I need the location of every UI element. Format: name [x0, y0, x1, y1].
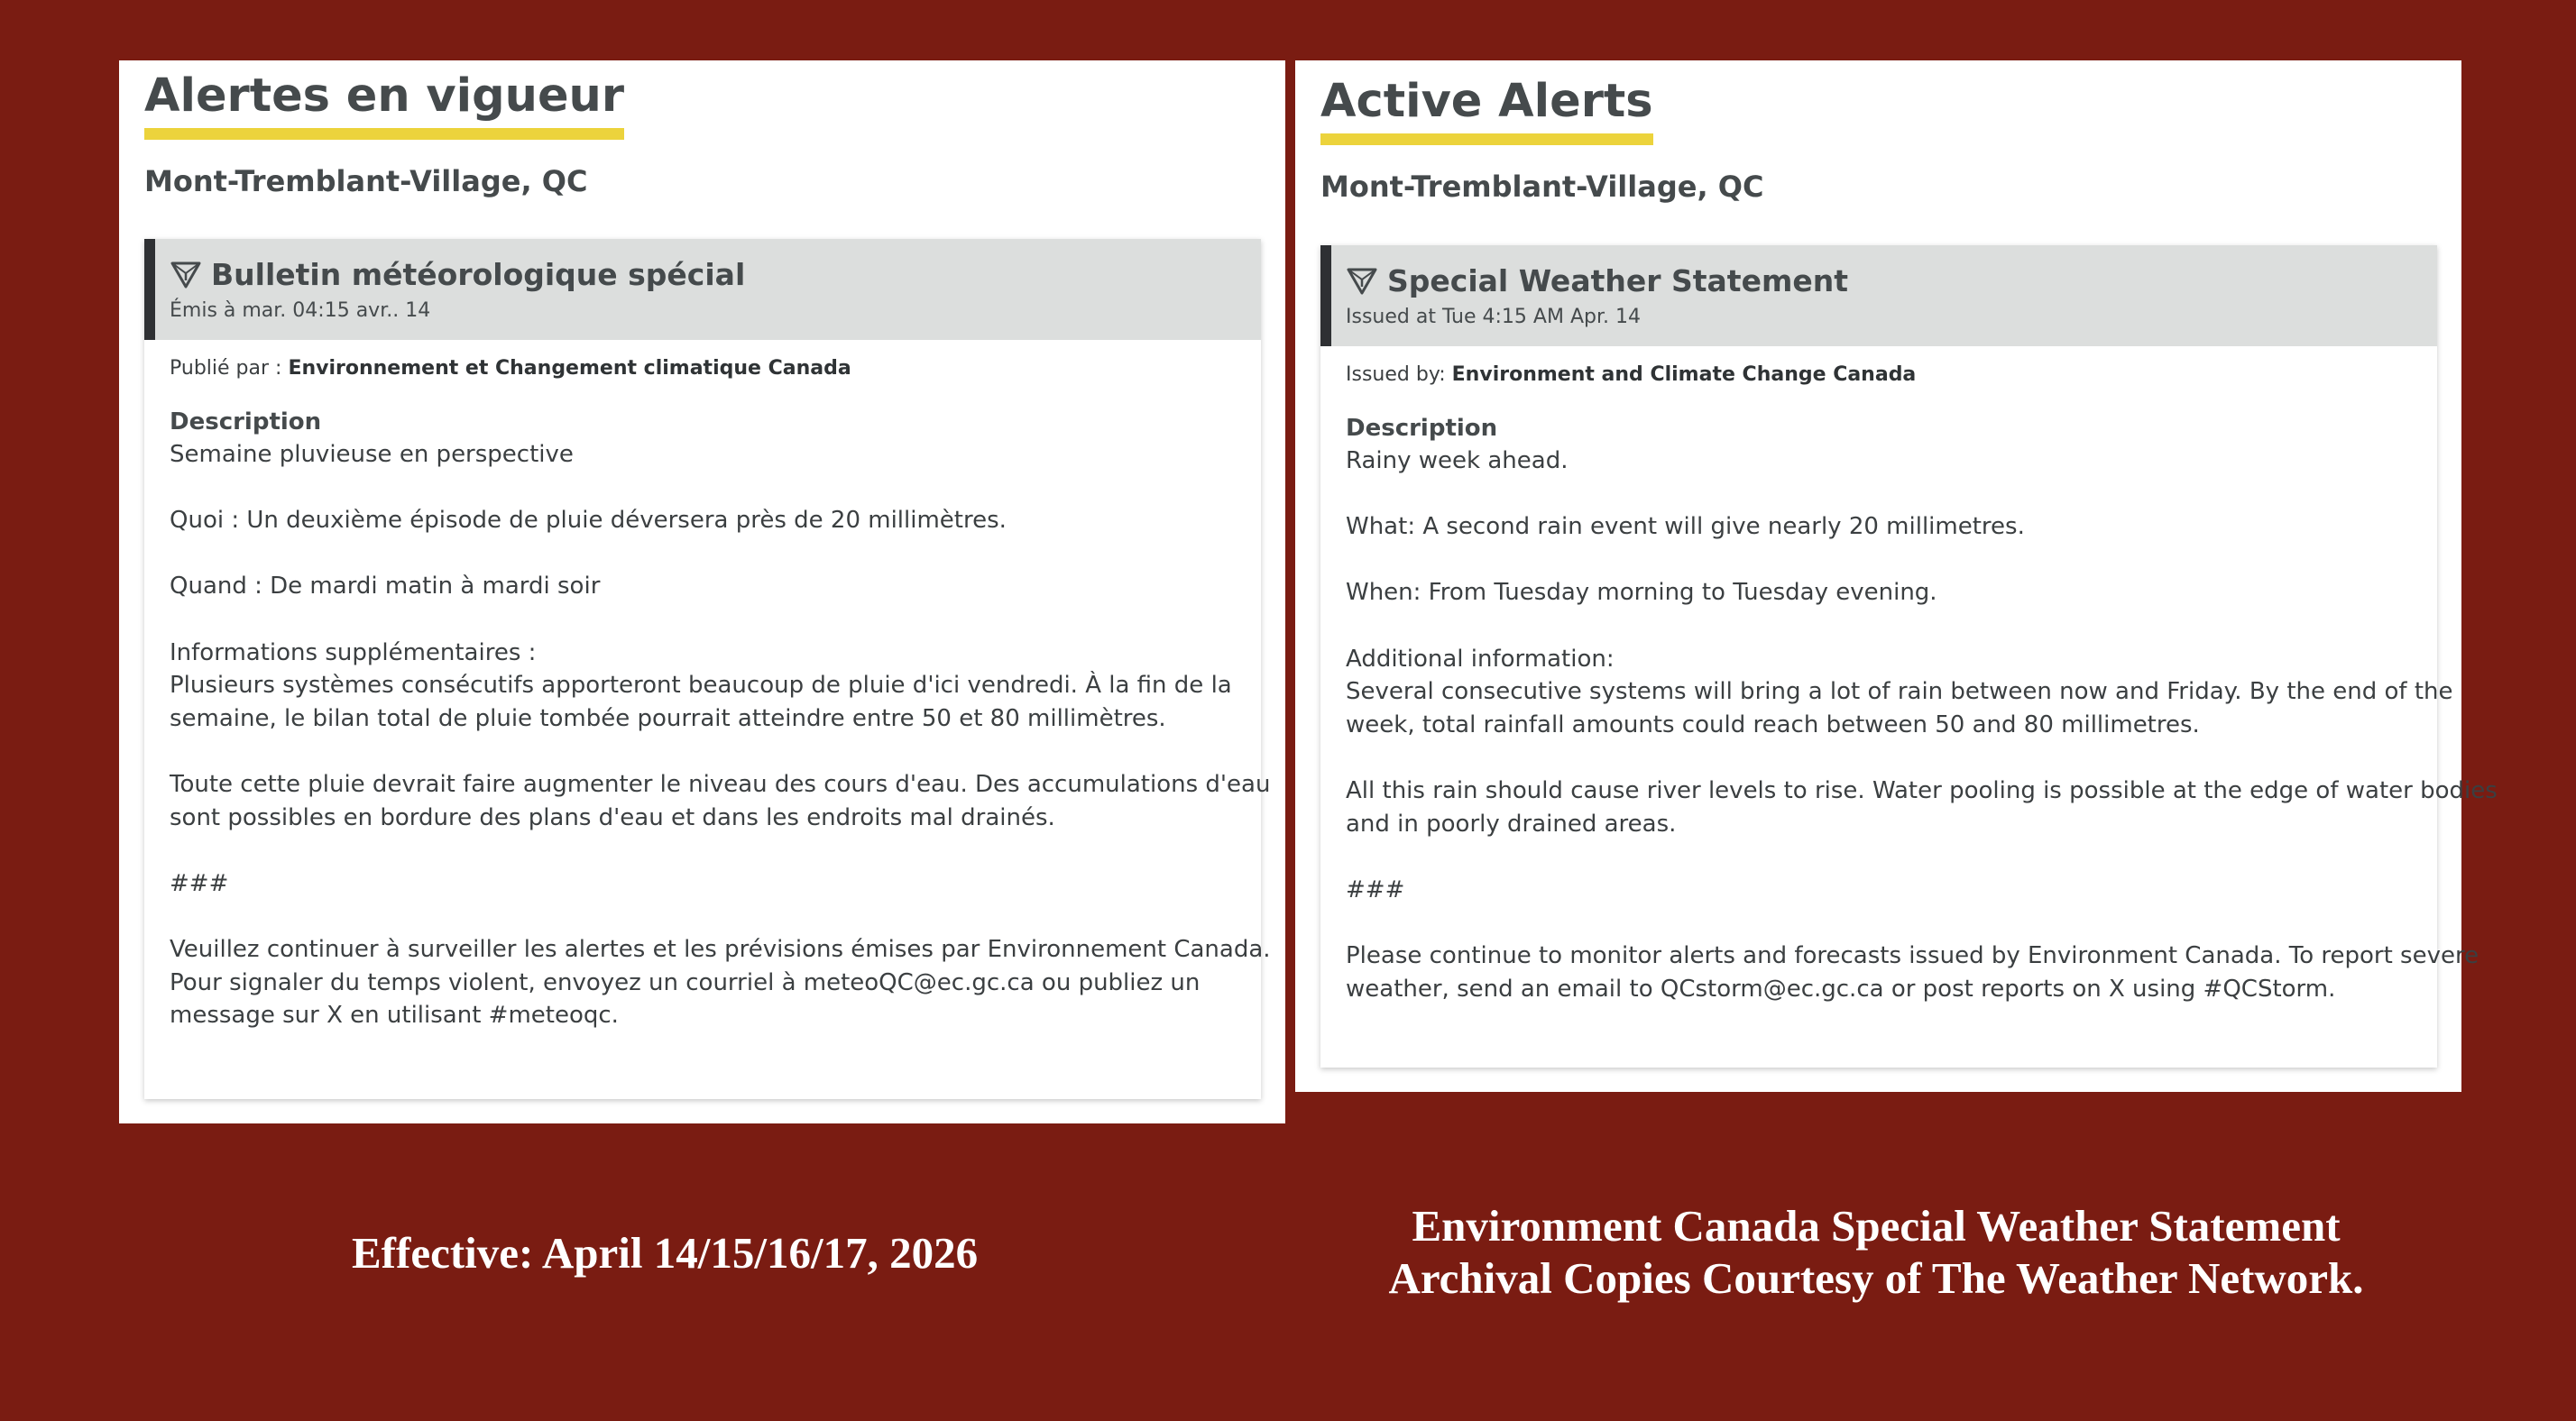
issued-by-value: Environment and Climate Change Canada — [1451, 363, 1917, 386]
description-heading: Description — [170, 408, 322, 435]
effective-date-caption: Effective: April 14/15/16/17, 2026 — [352, 1228, 979, 1278]
page-title: Active Alerts — [1320, 78, 1653, 145]
description-line: message sur X en utilisant #meteoqc. — [170, 1002, 619, 1030]
issued-by — [1346, 361, 2437, 390]
credit-line-1: Environment Canada Special Weather Statement — [1412, 1201, 2341, 1251]
warning-triangle-icon — [1346, 267, 1378, 296]
description-line: When: From Tuesday morning to Tuesday evening. — [1346, 579, 1937, 607]
issued-by-label: Issued by: — [1346, 363, 1446, 386]
location-label: Mont-Tremblant-Village, QC — [1320, 170, 1764, 204]
page-title: Alertes en vigueur — [144, 73, 624, 140]
alert-card-body — [1320, 346, 2498, 1005]
issued-time: Émis à mar. 04:15 avr.. 14 — [170, 299, 431, 322]
issued-by-value: Environnement et Changement climatique Canada — [288, 357, 851, 380]
warning-triangle-icon — [170, 261, 202, 289]
description-line — [170, 537, 1261, 571]
description-line: Several consecutive systems will bring a lot of rain between now and Friday. By the end of the — [1346, 678, 2453, 706]
issued-time: Issued at Tue 4:15 AM Apr. 14 — [1346, 306, 1641, 328]
alert-card-header[interactable] — [1320, 245, 2437, 346]
location-label: Mont-Tremblant-Village, QC — [144, 164, 588, 198]
description-line — [170, 735, 1261, 768]
description-line: weather, send an email to QCstorm@ec.gc.ca or post reports on X using #QCStorm. — [1346, 975, 2336, 1003]
description-line: Quoi : Un deuxième épisode de pluie déversera près de 20 millimètres. — [170, 507, 1007, 535]
alert-card-body — [144, 340, 1271, 1032]
description-line: ### — [1346, 876, 1405, 903]
description-line: and in poorly drained areas. — [1346, 810, 1677, 838]
description-line — [170, 603, 1261, 637]
description-line — [170, 834, 1261, 867]
description-line — [170, 472, 1261, 505]
description-line: Quand : De mardi matin à mardi soir — [170, 573, 601, 600]
description-line — [170, 900, 1261, 933]
description-line: ### — [170, 869, 229, 897]
description-line — [1346, 741, 2437, 775]
description-line — [1346, 478, 2437, 511]
description-line: Veuillez continuer à surveiller les alertes et les prévisions émises par Environnement Canada. — [170, 935, 1271, 963]
description-line — [1346, 544, 2437, 577]
description-line: sont possibles en bordure des plans d'eau et dans les endroits mal drainés. — [170, 803, 1055, 831]
alert-card — [1320, 245, 2498, 1068]
description-line: Please continue to monitor alerts and forecasts issued by Environment Canada. To report severe — [1346, 941, 2479, 969]
description-line: semaine, le bilan total de pluie tombée pourrait atteindre entre 50 et 80 millimètres. — [170, 704, 1166, 732]
description-line: Plusieurs systèmes consécutifs apporteront beaucoup de pluie d'ici vendredi. À la fin de la — [170, 672, 1232, 700]
issued-by — [170, 354, 1261, 383]
description-line: Pour signaler du temps violent, envoyez un courriel à meteoQC@ec.gc.ca ou publiez un — [170, 968, 1201, 996]
alerts-panel-english — [1295, 60, 2498, 1092]
description-line: week, total rainfall amounts could reach between 50 and 80 millimetres. — [1346, 710, 2200, 738]
alert-card-header[interactable] — [144, 239, 1261, 340]
description-line: All this rain should cause river levels to rise. Water pooling is possible at the edge of water bodies — [1346, 776, 2498, 804]
description-line: Semaine pluvieuse en perspective — [170, 441, 574, 468]
alerts-panel-french — [119, 60, 1285, 1123]
description-text — [170, 438, 1271, 1032]
alert-title: Bulletin météorologique spécial — [211, 257, 746, 292]
issued-by-label: Publié par : — [170, 357, 282, 380]
description-line: Toute cette pluie devrait faire augmenter le niveau des cours d'eau. Des accumulations d'eau — [170, 770, 1271, 798]
alert-title: Special Weather Statement — [1387, 263, 1849, 298]
description-line — [1346, 906, 2437, 940]
credit-line-2: Archival Copies Courtesy of The Weather Network. — [1388, 1253, 2364, 1303]
alert-card — [144, 239, 1271, 1099]
credit-caption — [1371, 1200, 2381, 1305]
description-text — [1346, 445, 2498, 1005]
description-line: Rainy week ahead. — [1346, 447, 1569, 474]
description-line: What: A second rain event will give nearly 20 millimetres. — [1346, 513, 2025, 541]
description-line: Informations supplémentaires : — [170, 638, 537, 666]
description-line: Additional information: — [1346, 645, 1615, 673]
description-line — [1346, 610, 2437, 643]
description-heading: Description — [1346, 415, 1498, 442]
description-line — [1346, 840, 2437, 874]
